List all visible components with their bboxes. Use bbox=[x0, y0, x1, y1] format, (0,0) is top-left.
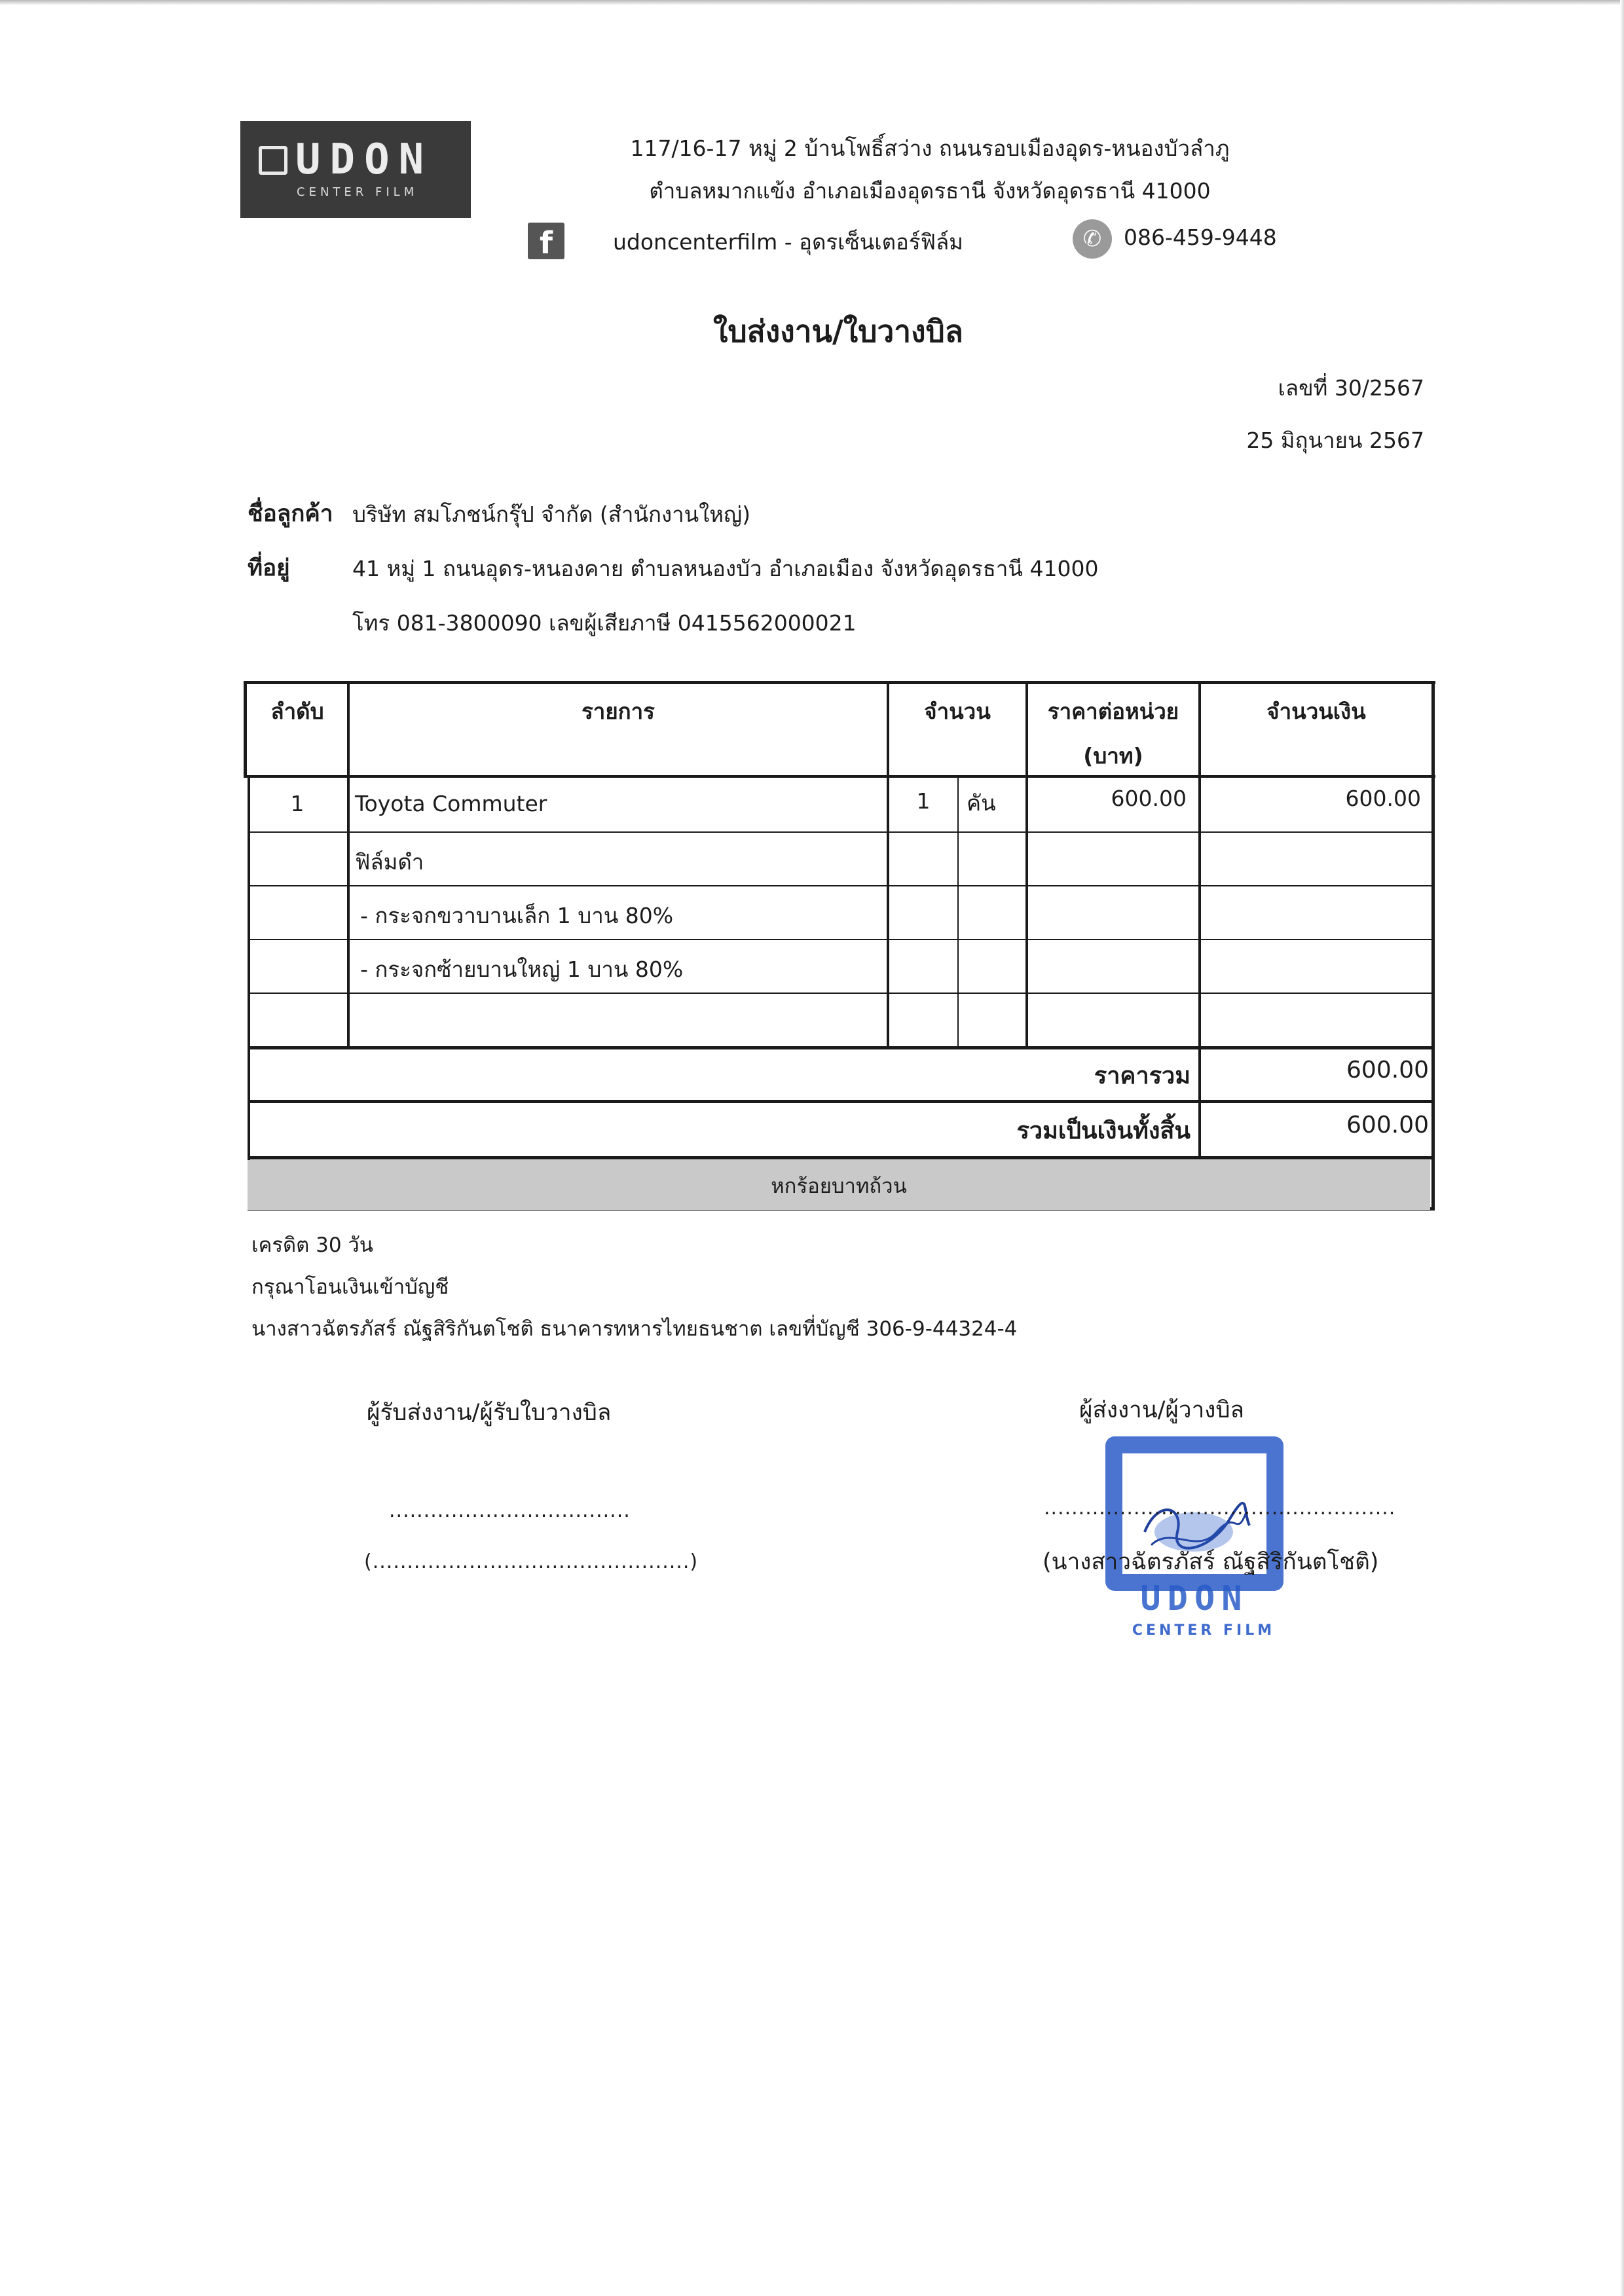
subtotal-bottom-border bbox=[248, 1100, 1431, 1103]
row-1-amount: 600.00 bbox=[1345, 786, 1421, 811]
customer-name-label: ชื่อลูกค้า bbox=[248, 501, 333, 527]
items-bottom-border bbox=[248, 1046, 1431, 1049]
header-unit-price-currency: (บาท) bbox=[1083, 743, 1143, 769]
credit-terms: เครดิต 30 วัน bbox=[251, 1233, 373, 1257]
customer-address: 41 หมู่ 1 ถนนอุดร-หนองคาย ตำบลหนองบัว อำเภอเมือง จังหวัดอุดรธานี 41000 bbox=[352, 556, 1099, 581]
customer-name: บริษัท สมโภชน์กรุ๊ป จำกัด (สำนักงานใหญ่) bbox=[352, 501, 751, 527]
transfer-instruction: กรุณาโอนเงินเข้าบัญชี bbox=[251, 1275, 449, 1299]
company-stamp bbox=[1092, 1434, 1297, 1643]
row-1-price: 600.00 bbox=[1111, 786, 1187, 811]
grand-total-label: รวมเป็นเงินทั้งสิ้น bbox=[1016, 1118, 1190, 1144]
receiver-signature-line: ................................... bbox=[389, 1499, 631, 1522]
row-1-unit: คัน bbox=[967, 790, 996, 816]
sender-signature-line: ................................................... bbox=[1044, 1497, 1396, 1520]
subtotal-label: ราคารวม bbox=[1094, 1063, 1190, 1089]
stamp-subtitle: CENTER FILM bbox=[1132, 1622, 1276, 1639]
scan-right-edge bbox=[1620, 0, 1624, 2296]
header-unit-price: ราคาต่อหน่วย bbox=[1047, 699, 1179, 724]
document-date: 25 มิถุนายน 2567 bbox=[1246, 428, 1424, 453]
company-address-line2: ตำบลหมากแข้ง อำเภอเมืองอุดรธานี จังหวัดอุดรธานี 41000 bbox=[649, 178, 1211, 204]
facebook-icon: f bbox=[528, 223, 564, 259]
grand-total-value: 600.00 bbox=[1346, 1112, 1429, 1139]
header-qty: จำนวน bbox=[924, 699, 991, 724]
bank-account: นางสาวฉัตรภัสร์ ณัฐสิริกันตโชติ ธนาคารทหารไทยธนชาต เลขที่บัญชี 306-9-44324-4 bbox=[251, 1317, 1018, 1341]
header-amount: จำนวนเงิน bbox=[1266, 699, 1366, 724]
company-logo bbox=[240, 121, 471, 218]
table-border-right bbox=[1431, 681, 1435, 1211]
row-divider bbox=[248, 831, 1431, 833]
receiver-name-line: (..............................................) bbox=[364, 1550, 699, 1573]
row-3-item: - กระจกขวาบานเล็ก 1 บาน 80% bbox=[360, 903, 674, 928]
col-divider bbox=[1025, 681, 1028, 1049]
row-divider bbox=[248, 993, 1431, 994]
customer-contact: โทร 081-3800090 เลขผู้เสียภาษี 0415562000021 bbox=[352, 610, 857, 636]
receiver-label: ผู้รับส่งงาน/ผู้รับใบวางบิล bbox=[367, 1400, 612, 1426]
scan-top-edge bbox=[0, 0, 1624, 5]
invoice-table bbox=[244, 681, 1435, 1210]
customer-address-label: ที่อยู่ bbox=[248, 555, 290, 581]
col-divider bbox=[887, 681, 889, 1049]
row-1-item: Toyota Commuter bbox=[355, 791, 547, 816]
header-no: ลำดับ bbox=[270, 699, 324, 724]
stamp-brand: UDON bbox=[1140, 1579, 1249, 1618]
row-4-item: - กระจกซ้ายบานใหญ่ 1 บาน 80% bbox=[360, 957, 684, 982]
col-divider bbox=[347, 681, 350, 1049]
company-phone: 086-459-9448 bbox=[1124, 225, 1277, 250]
col-divider bbox=[957, 775, 959, 1049]
document-title: ใบส่งงาน/ใบวางบิล bbox=[713, 314, 963, 349]
row-2-item: ฟิล์มดำ bbox=[355, 849, 424, 875]
company-address-line1: 117/16-17 หมู่ 2 บ้านโพธิ์สว่าง ถนนรอบเมืองอุดร-หนองบัวลำภู bbox=[630, 136, 1230, 161]
logo-subtitle: CENTER FILM bbox=[297, 185, 418, 199]
logo-mark-icon bbox=[259, 146, 287, 175]
header-item: รายการ bbox=[581, 699, 655, 724]
row-1-qty: 1 bbox=[916, 788, 931, 814]
col-divider bbox=[1198, 681, 1201, 1159]
table-header-divider bbox=[244, 775, 1435, 778]
table-border-top bbox=[244, 681, 1435, 684]
sender-name: (นางสาวฉัตรภัสร์ ณัฐสิริกันตโชติ) bbox=[1043, 1549, 1379, 1575]
row-divider bbox=[248, 885, 1431, 886]
logo-brand: UDON bbox=[295, 136, 434, 184]
amount-in-words: หกร้อยบาทถ้วน bbox=[771, 1175, 907, 1198]
phone-icon: ✆ bbox=[1073, 219, 1112, 259]
sender-label: ผู้ส่งงาน/ผู้วางบิล bbox=[1079, 1397, 1244, 1423]
facebook-page: udoncenterfilm - อุดรเซ็นเตอร์ฟิล์ม bbox=[613, 229, 963, 255]
table-border-left bbox=[244, 681, 247, 778]
row-1-no: 1 bbox=[290, 791, 304, 816]
subtotal-value: 600.00 bbox=[1346, 1057, 1429, 1084]
document-number: เลขที่ 30/2567 bbox=[1278, 375, 1424, 401]
total-bottom-border bbox=[248, 1156, 1431, 1159]
row-divider bbox=[248, 939, 1431, 940]
